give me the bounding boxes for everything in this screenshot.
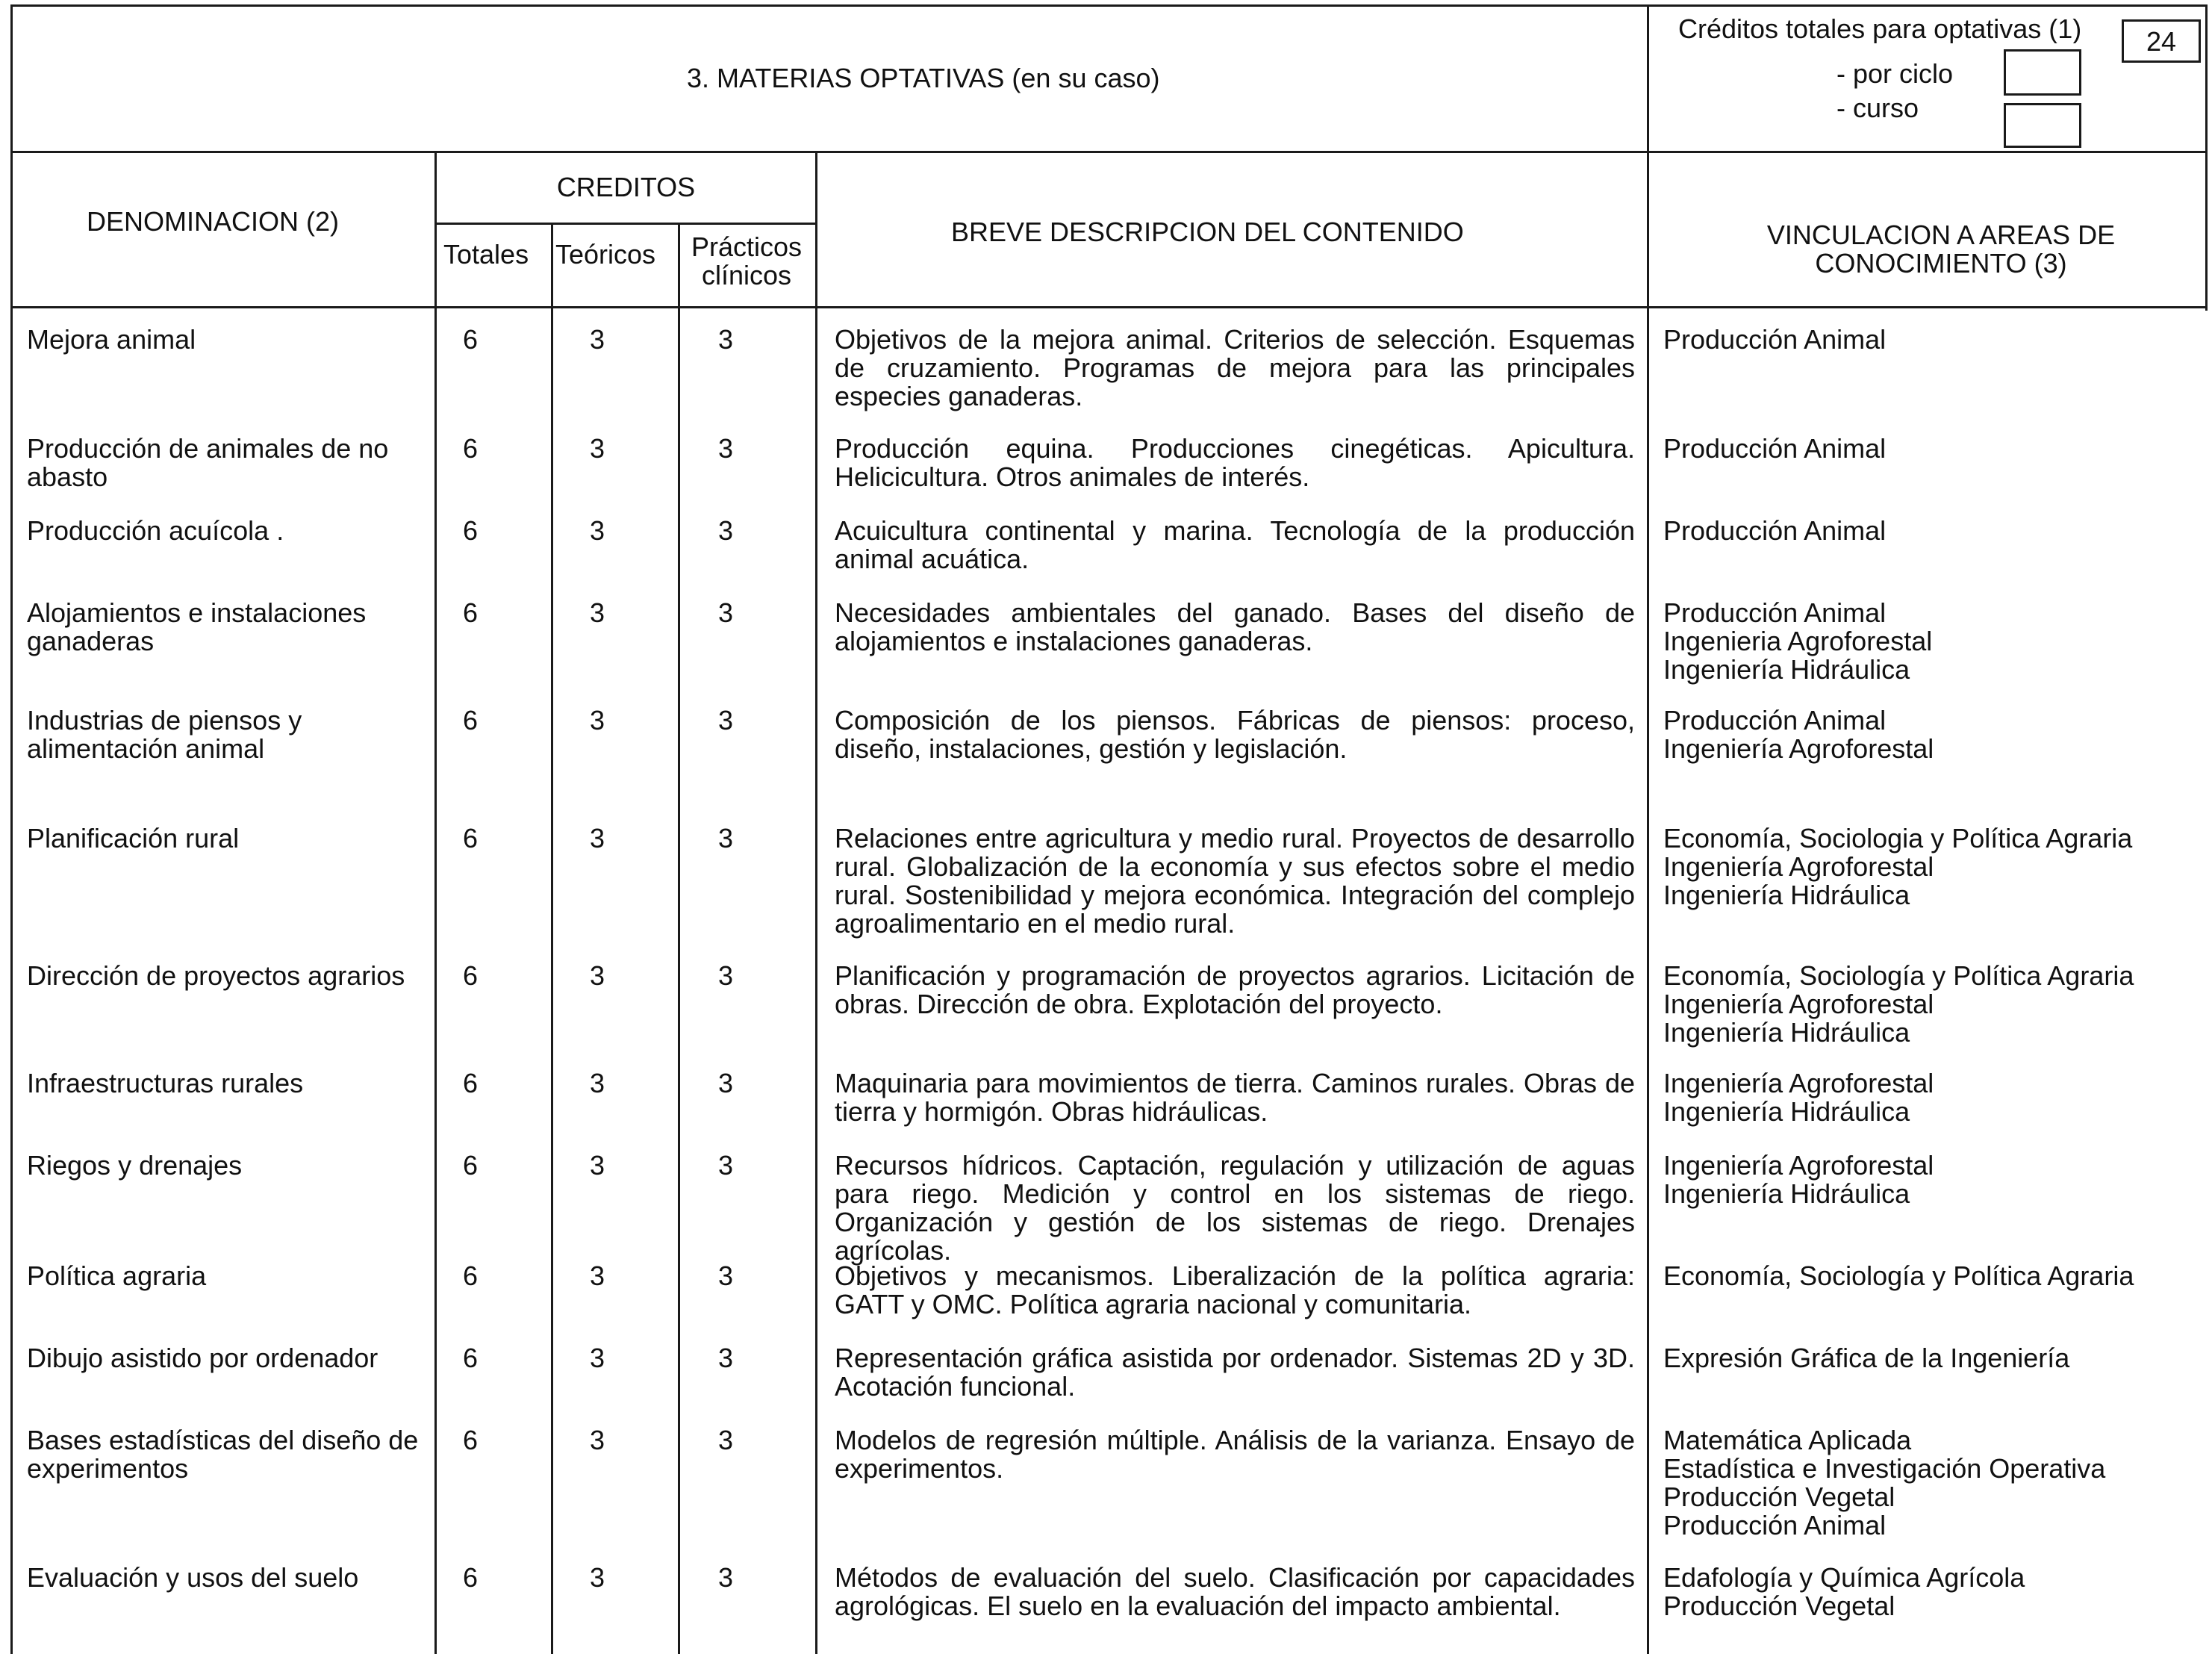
area-item: Ingeniería Agroforestal — [1663, 1150, 1934, 1181]
section-title: 3. MATERIAS OPTATIVAS (en su caso) — [687, 63, 1160, 93]
col-header-practicos: Prácticos clínicos — [691, 233, 803, 290]
row-denominacion: Riegos y drenajes — [27, 1150, 243, 1181]
area-item: Ingenieria Agroforestal — [1663, 626, 1933, 656]
row-description: Maquinaria para movimientos de tierra. Caminos rurales. Obras de tierra y hormigón. Obras hidráulicas. — [835, 1068, 1635, 1127]
row-totales: 6 — [462, 597, 479, 628]
row-denominacion: Mejora animal — [27, 324, 196, 355]
row-practicos: 3 — [717, 597, 734, 628]
per-cycle-box — [2004, 49, 2081, 96]
col-header-totales: Totales — [443, 240, 529, 269]
row-teoricos: 3 — [589, 1343, 605, 1373]
col-sep-name — [434, 151, 437, 1654]
row-totales: 6 — [462, 324, 479, 355]
area-item: Ingeniería Agroforestal — [1663, 733, 1934, 764]
row-description: Objetivos de la mejora animal. Criterios de selección. Esquemas de cruzamiento. Programas de mejora para las principales especies ganaderas. — [835, 324, 1635, 411]
credits-total-value: 24 — [2146, 26, 2177, 57]
per-course-label: - curso — [1836, 93, 1919, 123]
row-description: Producción equina. Producciones cinegéticas. Apicultura. Helicicultura. Otros animales de interés. — [835, 433, 1635, 492]
credits-total-box — [2122, 19, 2201, 63]
column-header-divider — [10, 306, 2205, 308]
row-description: Acuicultura continental y marina. Tecnología de la producción animal acuática. — [835, 515, 1635, 574]
area-item: Estadística e Investigación Operativa — [1663, 1453, 2106, 1484]
row-denominacion: Alojamientos e instalaciones ganaderas — [27, 597, 367, 656]
row-denominacion: Evaluación y usos del suelo — [27, 1562, 359, 1593]
row-totales: 6 — [462, 1068, 479, 1098]
row-teoricos: 3 — [589, 1425, 605, 1455]
area-item: Producción Animal — [1663, 515, 1887, 546]
col-sep-practicos — [815, 151, 817, 1654]
row-description: Relaciones entre agricultura y medio rural. Proyectos de desarrollo rural. Globalización de la economía y sus efectos sobre el medio rural. Sostenibilidad y mejora económica. Integración del complejo agroalimentario en el medio rural. — [835, 823, 1635, 939]
row-teoricos: 3 — [589, 515, 605, 546]
row-practicos: 3 — [717, 433, 734, 464]
credits-total-label: Créditos totales para optativas (1) — [1678, 15, 2082, 43]
row-description: Necesidades ambientales del ganado. Bases del diseño de alojamientos e instalaciones ganaderas. — [835, 597, 1635, 656]
row-totales: 6 — [462, 705, 479, 736]
row-description: Métodos de evaluación del suelo. Clasificación por capacidades agrológicas. El suelo en la evaluación del impacto ambiental. — [835, 1562, 1635, 1621]
row-totales: 6 — [462, 1343, 479, 1373]
area-item: Producción Animal — [1663, 597, 1887, 628]
top-border — [10, 4, 2205, 7]
area-item: Ingeniería Hidráulica — [1663, 1017, 1910, 1048]
row-areas — [1663, 1262, 2198, 1290]
row-denominacion: Planificación rural — [27, 823, 240, 854]
row-teoricos: 3 — [589, 1150, 605, 1181]
area-item: Ingeniería Agroforestal — [1663, 989, 1934, 1019]
area-item: Economía, Sociología y Política Agraria — [1663, 960, 2134, 991]
col-header-vinculacion: VINCULACION A AREAS DE CONOCIMIENTO (3) — [1766, 220, 2116, 279]
header-divider — [10, 151, 2205, 153]
left-border — [10, 4, 13, 1654]
row-areas — [1663, 1151, 2198, 1208]
row-teoricos: 3 — [589, 960, 605, 991]
area-item: Expresión Gráfica de la Ingeniería — [1663, 1343, 2070, 1373]
row-areas — [1663, 706, 2198, 763]
row-totales: 6 — [462, 433, 479, 464]
row-totales: 6 — [462, 1260, 479, 1291]
row-totales: 6 — [462, 823, 479, 854]
area-item: Economía, Sociología y Política Agraria — [1663, 1260, 2134, 1291]
col-header-descripcion: BREVE DESCRIPCION DEL CONTENIDO — [951, 217, 1464, 247]
row-totales: 6 — [462, 1150, 479, 1181]
row-areas — [1663, 599, 2198, 684]
row-areas — [1663, 824, 2198, 910]
area-item: Ingeniería Agroforestal — [1663, 1068, 1934, 1098]
row-practicos: 3 — [717, 823, 734, 854]
per-cycle-label: - por ciclo — [1836, 58, 1954, 89]
row-areas — [1663, 326, 2198, 354]
area-item: Edafología y Química Agrícola — [1663, 1562, 2025, 1593]
row-areas — [1663, 962, 2198, 1047]
row-teoricos: 3 — [589, 1562, 605, 1593]
row-denominacion: Producción acuícola . — [27, 515, 284, 546]
row-teoricos: 3 — [589, 705, 605, 736]
row-description: Objetivos y mecanismos. Liberalización de la política agraria: GATT y OMC. Política agraria nacional y comunitaria. — [835, 1260, 1635, 1319]
row-practicos: 3 — [717, 705, 734, 736]
area-item: Producción Animal — [1663, 433, 1887, 464]
row-description: Composición de los piensos. Fábricas de piensos: proceso, diseño, instalaciones, gestión y legislación. — [835, 705, 1635, 764]
per-course-box — [2004, 103, 2081, 148]
row-totales: 6 — [462, 1562, 479, 1593]
row-denominacion: Industrias de piensos y alimentación animal — [27, 705, 302, 764]
row-denominacion: Producción de animales de no abasto — [27, 433, 389, 492]
row-practicos: 3 — [717, 515, 734, 546]
area-item: Economía, Sociologia y Política Agraria — [1663, 823, 2133, 854]
area-item: Ingeniería Agroforestal — [1663, 851, 1934, 882]
row-teoricos: 3 — [589, 823, 605, 854]
col-header-creditos: CREDITOS — [556, 172, 696, 202]
row-teoricos: 3 — [589, 433, 605, 464]
row-areas — [1663, 435, 2198, 463]
area-item: Matemática Aplicada — [1663, 1425, 1912, 1455]
area-item: Producción Vegetal — [1663, 1591, 1895, 1621]
row-practicos: 3 — [717, 1343, 734, 1373]
row-teoricos: 3 — [589, 597, 605, 628]
row-totales: 6 — [462, 960, 479, 991]
row-denominacion: Dibujo asistido por ordenador — [27, 1343, 378, 1373]
row-practicos: 3 — [717, 960, 734, 991]
row-description: Recursos hídricos. Captación, regulación y utilización de aguas para riego. Medición y control en los sistemas de riego. Organización y gestión de los sistemas de riego. Drenajes agrícolas. — [835, 1150, 1635, 1266]
row-denominacion: Infraestructuras rurales — [27, 1068, 304, 1098]
row-denominacion: Dirección de proyectos agrarios — [27, 960, 405, 991]
area-item: Producción Vegetal — [1663, 1482, 1895, 1512]
row-practicos: 3 — [717, 1425, 734, 1455]
row-practicos: 3 — [717, 1068, 734, 1098]
right-border — [2205, 4, 2208, 311]
row-denominacion: Política agraria — [27, 1260, 207, 1291]
row-description: Planificación y programación de proyectos agrarios. Licitación de obras. Dirección de obra. Explotación del proyecto. — [835, 960, 1635, 1019]
col-header-denominacion: DENOMINACION (2) — [87, 206, 340, 237]
creditos-subdivider — [434, 223, 817, 225]
row-areas — [1663, 1564, 2198, 1620]
area-item: Producción Animal — [1663, 324, 1887, 355]
col-sep-teoricos — [678, 223, 680, 1654]
row-description: Representación gráfica asistida por ordenador. Sistemas 2D y 3D. Acotación funcional. — [835, 1343, 1635, 1402]
row-practicos: 3 — [717, 1150, 734, 1181]
area-item: Ingeniería Hidráulica — [1663, 1178, 1910, 1209]
row-areas — [1663, 1426, 2198, 1540]
row-areas — [1663, 517, 2198, 545]
row-practicos: 3 — [717, 324, 734, 355]
col-sep-totales — [551, 223, 553, 1654]
row-teoricos: 3 — [589, 1068, 605, 1098]
area-item: Ingeniería Hidráulica — [1663, 1096, 1910, 1127]
row-denominacion: Bases estadísticas del diseño de experimentos — [27, 1425, 419, 1484]
col-sep-description — [1647, 4, 1649, 1654]
row-totales: 6 — [462, 515, 479, 546]
row-teoricos: 3 — [589, 324, 605, 355]
area-item: Producción Animal — [1663, 705, 1887, 736]
row-description: Modelos de regresión múltiple. Análisis de la varianza. Ensayo de experimentos. — [835, 1425, 1635, 1484]
row-practicos: 3 — [717, 1562, 734, 1593]
col-header-teoricos: Teóricos — [555, 240, 656, 269]
row-practicos: 3 — [717, 1260, 734, 1291]
row-totales: 6 — [462, 1425, 479, 1455]
area-item: Ingeniería Hidráulica — [1663, 654, 1910, 685]
area-item: Ingeniería Hidráulica — [1663, 880, 1910, 910]
row-areas — [1663, 1069, 2198, 1126]
row-areas — [1663, 1344, 2198, 1372]
row-teoricos: 3 — [589, 1260, 605, 1291]
area-item: Producción Animal — [1663, 1510, 1887, 1540]
